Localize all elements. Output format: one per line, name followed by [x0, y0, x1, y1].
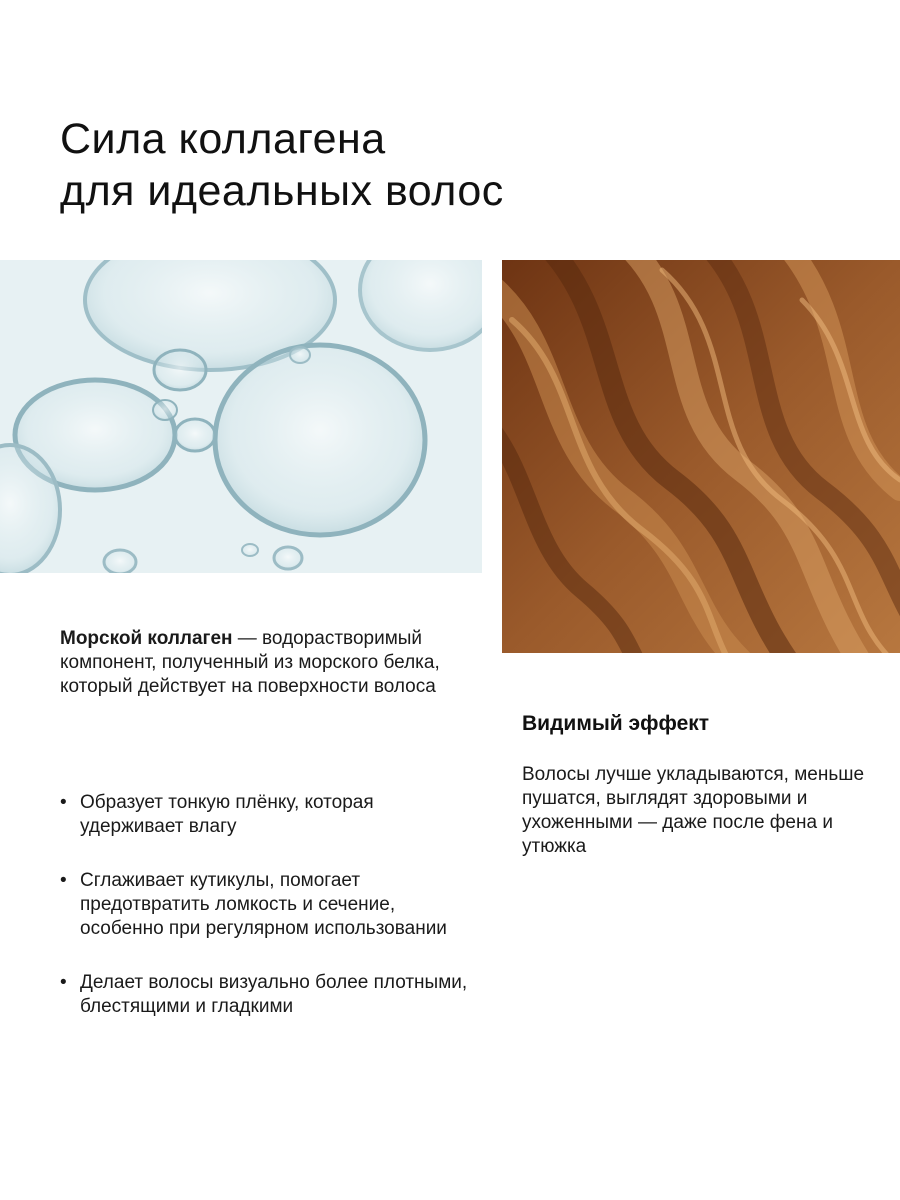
wavy-hair-image [502, 260, 900, 653]
page-title [60, 113, 760, 217]
benefit-text: Делает волосы визуально более плотными, блестящими и гладкими [80, 972, 468, 1017]
effect-description: Волосы лучше укладываются, меньше пушатся, выглядят здоровыми и ухоженными — даже после фена и утюжка [522, 764, 865, 857]
bullet-icon: • [60, 972, 67, 993]
bullet-icon: • [60, 870, 67, 891]
collagen-term: Морской коллаген [60, 628, 233, 649]
effect-title: Видимый эффект [522, 712, 710, 735]
bullet-icon: • [60, 792, 67, 813]
collagen-text: — водорастворимый компонент, полученный из морского белка, который действует на поверхности волоса [60, 628, 440, 697]
list-item [60, 971, 480, 1019]
water-bubbles-image [0, 260, 482, 573]
benefit-text: Сглаживает кутикулы, помогает предотвратить ломкость и сечение, особенно при регулярном использовании [80, 870, 447, 939]
benefit-text: Образует тонкую плёнку, которая удерживает влагу [80, 792, 374, 837]
collagen-description [60, 627, 460, 699]
page-title-line-1: Сила коллагена [60, 114, 386, 163]
list-item [60, 791, 480, 839]
page-title-line-2: для идеальных волос [60, 166, 504, 215]
list-item [60, 869, 480, 941]
benefits-list [60, 791, 480, 1019]
